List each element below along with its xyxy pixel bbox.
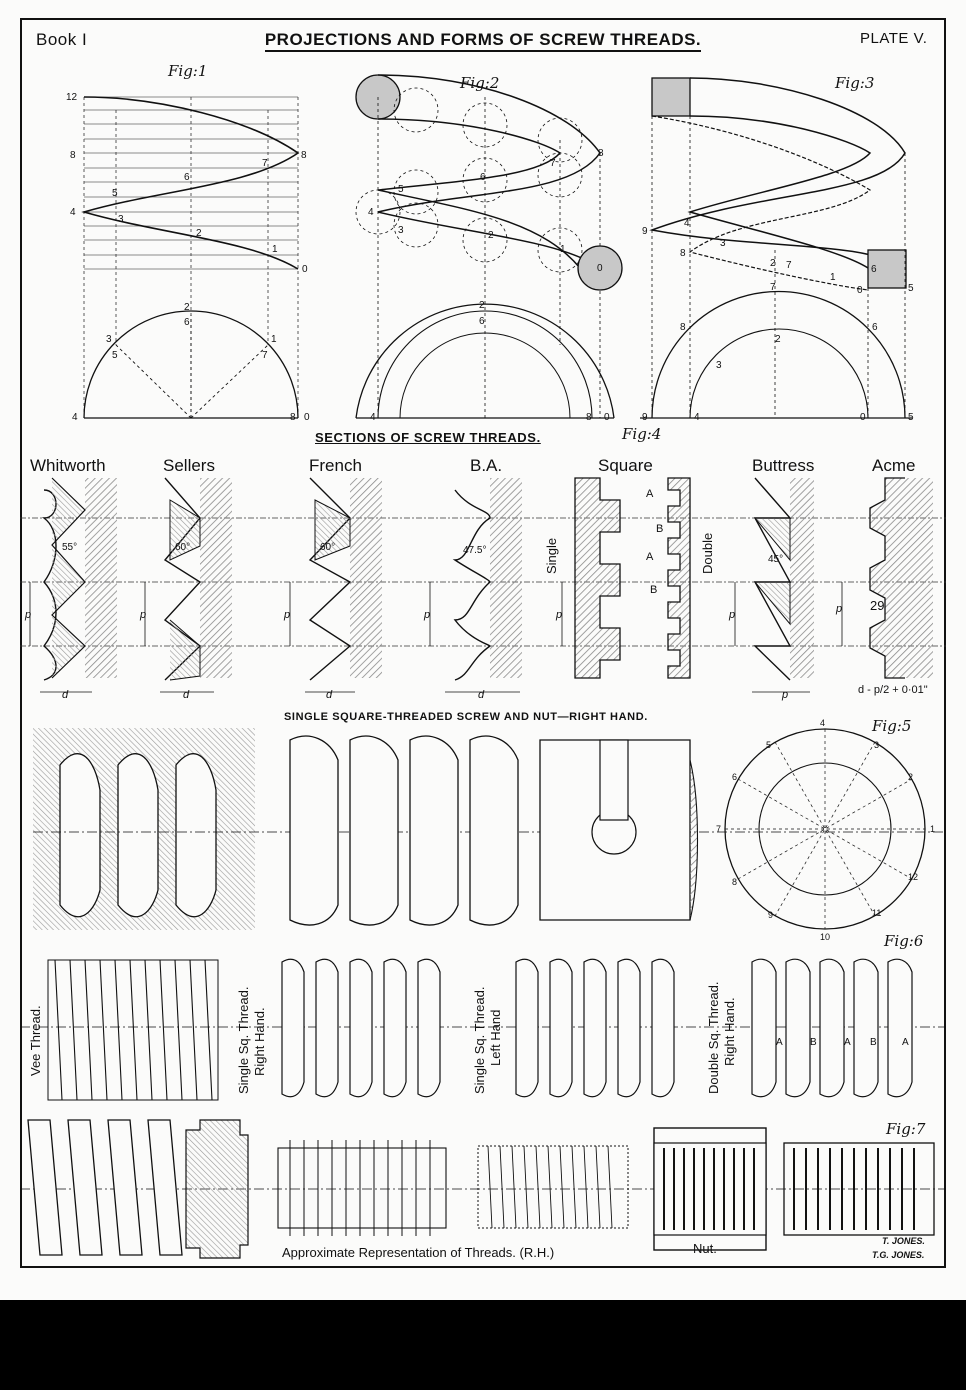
acme-formula: d - p/2 + 0·01" [858,684,928,696]
fig-2-point-numbers [368,148,610,423]
fig-7-conventional-threads [20,1120,946,1258]
svg-text:3: 3 [874,740,880,750]
angle-acme: 29 [870,598,885,613]
svg-text:8: 8 [301,150,307,161]
svg-text:9: 9 [642,412,648,423]
svg-text:6: 6 [732,772,738,782]
svg-text:4: 4 [72,412,78,423]
label-sellers: Sellers [163,456,215,475]
svg-text:4: 4 [694,412,700,423]
label-acme: Acme [872,456,916,475]
svg-text:5: 5 [398,184,404,195]
fig-4-thread-sections [20,478,946,692]
svg-text:2: 2 [184,302,190,313]
svg-text:8: 8 [680,322,686,333]
svg-text:d: d [62,689,69,701]
svg-text:8: 8 [732,877,738,887]
svg-text:10: 10 [820,932,831,942]
svg-text:B: B [650,584,658,596]
svg-text:2: 2 [770,258,776,269]
svg-text:6: 6 [480,172,486,183]
svg-text:p: p [836,603,843,615]
svg-text:12: 12 [66,92,78,103]
svg-text:d: d [183,689,190,701]
svg-text:5: 5 [112,188,118,199]
svg-text:d: d [326,689,333,701]
svg-text:9: 9 [642,226,648,237]
sections-heading: SECTIONS OF SCREW THREADS. [315,430,541,445]
fig-6-label: Fig:6 [884,932,924,950]
svg-text:7: 7 [786,260,792,271]
single-right-label-1: Single Sq. Thread. [236,986,251,1094]
label-ba: B.A. [470,456,503,475]
svg-text:2: 2 [775,334,781,345]
plate-title: PROJECTIONS AND FORMS OF SCREW THREADS. [0,30,966,50]
svg-text:6: 6 [184,172,190,183]
svg-text:5: 5 [766,740,772,750]
svg-text:6: 6 [479,316,485,327]
svg-text:0: 0 [304,412,310,423]
fig-7-label: Fig:7 [886,1120,926,1138]
angle-buttress: 45° [768,554,784,565]
svg-text:2: 2 [479,300,485,311]
signature-1: T. JONES. [882,1236,925,1246]
svg-text:7: 7 [550,158,556,169]
fig-5-point-numbers [716,718,935,942]
svg-text:0: 0 [302,264,308,275]
fig-4-label: Fig:4 [622,425,662,443]
label-french: French [309,456,362,475]
svg-text:9: 9 [768,910,774,920]
angle-french: 60° [320,542,336,553]
svg-text:A: A [646,551,654,563]
svg-text:8: 8 [70,150,76,161]
svg-text:1: 1 [930,824,936,834]
bottom-black-strip [0,1300,966,1390]
svg-text:1: 1 [560,244,566,255]
double-right-label-1: Double Sq. Thread. [706,981,721,1094]
label-square: Square [598,456,653,475]
angle-ba: 47.5° [463,545,487,556]
svg-text:6: 6 [872,322,878,333]
label-whitworth: Whitworth [30,456,106,475]
vee-thread-label: Vee Thread. [28,1005,43,1076]
svg-text:0: 0 [860,412,866,423]
fig-2-label: Fig:2 [460,74,500,92]
svg-text:2: 2 [196,228,202,239]
svg-text:p: p [782,689,789,701]
svg-text:0: 0 [857,285,863,296]
svg-text:d: d [478,689,485,701]
svg-text:8: 8 [290,412,296,423]
svg-text:0: 0 [604,412,610,423]
single-right-label-2: Right Hand. [252,1007,267,1076]
square-single-label: Single [544,537,559,574]
fig-2-circular-helix [356,75,622,418]
fig-1-helix-projection [84,97,298,418]
square-double-label: Double [700,532,715,574]
svg-text:A: A [844,1037,851,1048]
fig-5-label: Fig:5 [872,717,912,735]
angle-whitworth: 55° [62,542,78,553]
svg-text:p: p [284,609,291,621]
svg-text:4: 4 [820,718,826,728]
svg-text:1: 1 [272,244,278,255]
svg-text:7: 7 [716,824,722,834]
svg-text:4: 4 [684,218,690,229]
svg-text:A: A [646,488,654,500]
svg-text:7: 7 [262,350,268,361]
svg-text:8: 8 [586,412,592,423]
svg-text:1: 1 [830,272,836,283]
svg-text:3: 3 [398,225,404,236]
svg-text:3: 3 [716,360,722,371]
signature-2: T.G. JONES. [872,1250,925,1260]
svg-text:12: 12 [908,872,919,882]
svg-text:p: p [556,609,563,621]
fig-5-division-circle [725,729,925,929]
svg-text:5: 5 [908,283,914,294]
approx-caption: Approximate Representation of Threads. (R.H.) [282,1245,555,1260]
double-right-label-2: Right Hand. [722,997,737,1066]
screw-nut-heading: SINGLE SQUARE-THREADED SCREW AND NUT—RIGHT HAND. [284,711,648,723]
svg-text:6: 6 [871,264,877,275]
label-buttress: Buttress [752,456,815,475]
svg-text:3: 3 [720,238,726,249]
book-label: Book I [36,30,88,49]
svg-text:7: 7 [262,158,268,169]
fig-3-label: Fig:3 [835,74,875,92]
svg-text:5: 5 [112,350,118,361]
single-left-label-1: Single Sq. Thread. [472,986,487,1094]
svg-text:A: A [902,1037,909,1048]
svg-text:2: 2 [908,772,914,782]
svg-text:p: p [729,609,736,621]
svg-text:p: p [424,609,431,621]
svg-text:3: 3 [106,334,112,345]
svg-text:p: p [140,609,147,621]
svg-text:2: 2 [488,230,494,241]
svg-text:11: 11 [872,908,882,918]
svg-text:7: 7 [770,282,776,293]
fig-1-label: Fig:1 [168,62,208,80]
svg-text:6: 6 [184,317,190,328]
svg-text:8: 8 [598,148,604,159]
svg-text:5: 5 [908,412,914,423]
single-left-label-2: Left Hand [488,1009,503,1066]
fig-4-annotations [24,488,842,701]
fig-3-point-numbers [642,218,914,423]
svg-text:1: 1 [271,334,277,345]
svg-text:4: 4 [370,412,376,423]
svg-text:3: 3 [118,214,124,225]
svg-text:8: 8 [680,248,686,259]
plate-number: PLATE V. [860,30,928,47]
angle-sellers: 60° [175,542,191,553]
svg-text:0: 0 [597,263,603,274]
svg-text:4: 4 [368,207,374,218]
svg-text:B: B [810,1037,817,1048]
svg-text:4: 4 [70,207,76,218]
svg-text:B: B [656,523,664,535]
svg-text:B: B [870,1037,877,1048]
svg-text:p: p [25,609,32,621]
svg-text:A: A [776,1037,783,1048]
nut-label: Nut. [693,1241,717,1256]
